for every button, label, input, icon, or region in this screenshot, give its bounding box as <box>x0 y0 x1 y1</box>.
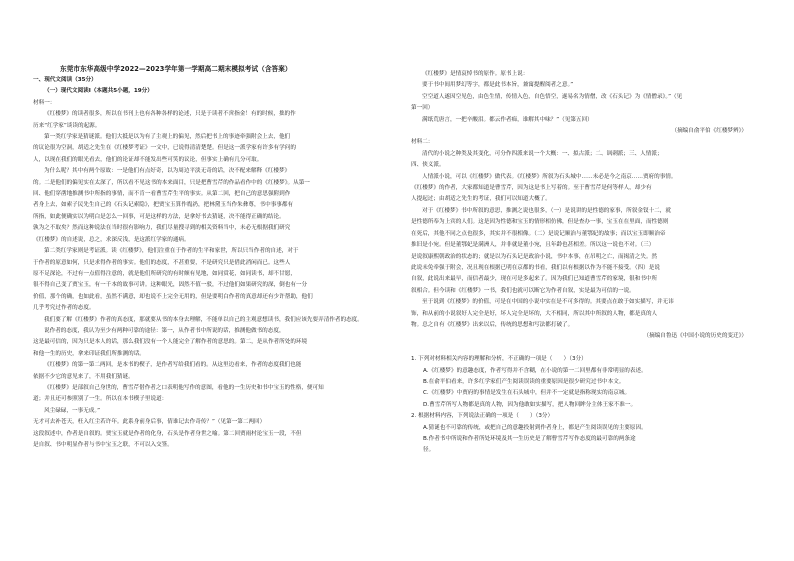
right-text-line <box>411 343 769 354</box>
left-text-line: 《红楼梦》的自述说，总之，求深反浅，是这派红学家的通病。 <box>33 236 190 243</box>
right-text-line: 人提起过；由胡适之先生的考证，我们可以知道大概了。 <box>411 196 551 203</box>
right-text-line: 满纸荒唐言，一把辛酸泪。都云作者痴，谁解其中味？”（见第五回） <box>422 116 593 123</box>
right-text-line: 第一回） <box>411 105 434 112</box>
left-text-line: 人，以现在我们的眼光看去，他们的论证却不能发出些可笑的议论，但事实上确有几分可取。 <box>33 156 263 163</box>
right-text-line: 1. 下列对材料相关内容的理解和分析，不正确的一项是（ ）（3分） <box>411 356 587 363</box>
right-text-line: C.《红楼梦》中贾府的事情是发生在石头城中，但并不一定就是指称现实的南京城。 <box>423 390 631 397</box>
right-text-line: 此说未免牵强于附会，况且现在根据已明在京都的书看，我们以有根据以作为不能不接受。（四）是说 <box>411 264 660 271</box>
right-text-line: A.《红楼梦》的意趣态度，作者写得并不含糊，在小说的第一二回里都有非常明显的表述。 <box>423 367 647 374</box>
right-text-line: 材料二： <box>411 139 434 146</box>
right-text-line: （摘编自俞平伯《红楼梦辨》） <box>671 128 747 135</box>
right-text-line: 清代的小说之种类及其变化，可分作四派来说一个大概：一、拟古派；二、讽刺派；三、人情派； <box>422 150 663 157</box>
right-text-line: 是说叙康熙朝政治的状态的；就是以为石头记是政治小说，书中本事，在吊明之亡，而揭清之失。然 <box>411 253 658 260</box>
left-text-line: 的。二是他们的偏见实在太深了，所以看不见这书的本来面目，只是把曹雪芹的作品看作中的《红楼梦》。从第一 <box>33 179 310 186</box>
right-text-line: 叙相合。但今读和《红楼梦》一书，我们也就可以断它为作者自叙，实是最为可信的一说。 <box>411 287 635 294</box>
left-text-line: 这是最可信的，因为只是本人的话，那么我们没有一个人能完全了解作者的意思的。第二，是从作者所处的环境 <box>33 339 308 346</box>
left-text-line: 很不得自己变了贾宝玉，有一千本的故事可讲。这种眼光，固然不值一驳，不过他们如果研究的深，倒也有一分 <box>33 282 308 289</box>
right-text-line: 自叙，此说出来最早，而信者最少，现在可是多起来了。因为我们已知道曹雪芹的家境，很和书中所 <box>411 276 658 283</box>
left-column <box>33 75 403 451</box>
right-text-line: 2. 根据材料内容，下列说法正确的一项是（ ）（3分） <box>411 413 554 420</box>
left-text-line: 一、现代文阅读（35分） <box>33 77 97 83</box>
right-text-line: 人情派小说，可以《红楼梦》做代表。《红楼梦》所叙为石头城中……未必是今之南京……贾府的事情。 <box>422 173 677 180</box>
right-text-line: 径。 <box>423 447 435 454</box>
right-text-line: 饰，和从前的小说叙好人完全是好，坏人完全是坏的，大不相同，所以其中所叙的人物，都是真的人 <box>411 310 658 317</box>
left-text-line: 第一类红学家是猜谜派。他们大抵是以为有了主观上的偏见，然后把书上的事迹牵强附会上去，他们 <box>44 134 291 141</box>
right-text-line: 要于书中间用梦幻等字，都是此书本旨，兼寓提醒阅者之意。” <box>422 82 574 89</box>
left-text-line: 《红楼梦》的第一第二两回，是本书的楔子，是作者写给我们看的。从这里边看来，作者的态度我们也能 <box>44 362 302 369</box>
right-text-line: 四、侠义派。 <box>411 162 445 169</box>
left-text-line: 的议论很为空洞，胡适之先生在《红楼梦考证》一文中，已说得清清楚楚。但是这一派学家有许多有学问的 <box>33 145 296 152</box>
left-text-line: 价值，那个的确，也如此看，虽然不满意，却也说不上完全无用的，但是要明白作者的真意却还有少许帮助，他们 <box>33 293 313 300</box>
left-text-line: 无才可去补苍天，枉入红尘若许年。此系身前身后事，倩谁记去作奇传？”（见第一第二两回） <box>33 419 266 426</box>
right-text-line: 是性德所奉为上宾的人们。这是因为性德和宝玉的情形相仿佛，但是查办一事，宝玉在在里面，而性德则 <box>411 219 669 226</box>
right-column <box>411 69 769 457</box>
right-text-line: 物。总之自有《红楼梦》出来以后，传统的思想和写法都打破了。 <box>411 321 574 328</box>
left-text-line: 者身上去，如索子民先生自己的《石头记索隐》，把贾宝玉算作胤礽，把林黛玉当作朱彝尊，书中事事都有 <box>33 202 294 209</box>
left-text-line: 《红楼梦》是部叙自己身世的，曹雪芹借作者之口表明他写作的意图，看他的一生历史和书中宝玉的性格，便可知 <box>44 384 324 391</box>
right-text-line: 至于说到《红楼梦》的价值，可是在中国的小说中实在是不可多得的。其要点在敢于如实描写，并无讳 <box>422 299 674 306</box>
left-text-line: 孰为之不取矣？然而这种说法在当时很有影响力，我们尽量搜寻到的相关资料当中，未必无根据我们研究 <box>33 225 291 232</box>
left-text-line: 我们要了解《红楼梦》作者的真态度，那就要从书的本身去理解，不能单以自己的主观意想读书，我们应该先要弄清作者的态度。 <box>44 316 363 323</box>
right-text-line: 《红楼梦》的作者，大家都知道是曹雪芹，因为这是书上写着的。至于曹雪芹是何等样人，却少有 <box>411 185 652 192</box>
left-text-line: 说作者的态度，我认为至少有两种可靠的途径：第一，从作者书中所说的话，推测他做书的态度， <box>44 327 285 334</box>
left-text-line: 和他一生的历史，拿来印证我们所推测的话。 <box>33 350 145 357</box>
right-text-line: D.曹雪芹所写人物都是真的人物，因为他敢如实描写，把人物回眸分主体王家不准一。 <box>423 401 637 408</box>
right-text-line: B.在俞平伯看来，许多红学家们产生阅读误读的重要原因是很少研究过书中本文。 <box>423 378 625 385</box>
left-text-line: 材料一： <box>33 99 56 106</box>
left-text-line: 依据不少它的意见来了，不用我们猜谜。 <box>33 373 134 380</box>
left-text-line: 于作者的原意如何，只是求得作者的事实。他们的态度，不甚重要，不是研究只是借此消闲而已。这些人 <box>33 259 291 266</box>
left-text-line: 这段叙述中，作者是自叙的。贾宝玉就是作者的化身，石头是作者身世之喻。第二回贾雨村论宝玉一段，不但 <box>33 430 302 437</box>
left-text-line: 第二类红学家则是考证派。读《红楼梦》，他们注重在于作者的生平和家世，所以只当作者的自述，对于 <box>44 248 299 255</box>
right-text-line: 《红楼梦》是情哀悼书的原作。原书上说： <box>422 71 529 77</box>
left-text-line: 几乎考究过作者的态度。 <box>33 305 95 312</box>
right-text-line: 推旧是小宛。但是董鄂妃是满洲人，并非就是董小宛，且年龄也甚相差。所以这一说也不对。（三） <box>411 242 655 249</box>
left-text-line: 道；并且还可参照别了一生。所以在本书楔子里说道： <box>33 396 168 403</box>
right-text-line: A.猜谜也不可靠的传统，或把自己的意趣投射到作者身上，都是产生阅读误见的主要原因。 <box>423 424 647 431</box>
right-text-line: B.作者书中所说和作者所处环境及其一生历史是了解曹雪芹写作态度的最可靠的两条途 <box>423 436 636 442</box>
left-text-line: 为什么呢？其中有两个原故：一是他们有点好奇，以为周边平淡无奇的话，决不配来解释《红楼梦》 <box>44 168 291 175</box>
right-text-line: （摘编自鲁迅《中国小说的历史的变迁》） <box>643 333 747 340</box>
right-text-line: 在死后，其他不同之点也很多，其实并不很相像。（二）是说记顺治与董鄂妃的故事；而以宝玉即顺治帝 <box>411 230 666 237</box>
left-text-line: （一）现代文阅读Ⅰ（本题共5小题，19分） <box>44 88 153 95</box>
left-text-line: 风尘碌碌，一事无成。” <box>44 407 101 414</box>
left-text-line: 《红楼梦》的读者很多，所以在书刊上也有各种各样的论述，只是于读者不啻指金！有的时候，拙的作 <box>44 111 296 118</box>
right-text-line: 空空道人遂因空见色，由色生情，传情入色，自色悟空，遂易名为情僧，改《石头记》为《情僧录》。”（见 <box>422 93 683 100</box>
left-text-line: 回、他们穿凿地推测书中所指的事情，而不肯一看曹雪芹生平的事实。从第二回，把自己的意思强附到作 <box>33 191 291 198</box>
left-text-line: 原不足深论，不过有一点值得注意的，就是他们所研究的有时颇有见地，如同赏花，如同读书，却不甘愿， <box>33 270 296 277</box>
page-title: 东莞市东华高级中学2022—2023学年第一学期高二期末模拟考试（含答案） <box>60 65 292 73</box>
left-text-line: 是自叙、书中明显作者与书中宝玉之联，不可以入交签。 <box>33 442 173 448</box>
left-text-line: 历来“红学家”谈读的起源。 <box>33 122 101 129</box>
right-text-line: 对于《红楼梦》书中所叙的意思，推测之说也很多，（一）是说讲的是性德的家事，所叙金钗十二，就 <box>422 207 671 214</box>
left-text-line: 所指，如此便确实以为明白是怎么一回事，可是这样的方法，是拿好书去猜谜，决不能得正确的结论。 <box>33 213 285 220</box>
